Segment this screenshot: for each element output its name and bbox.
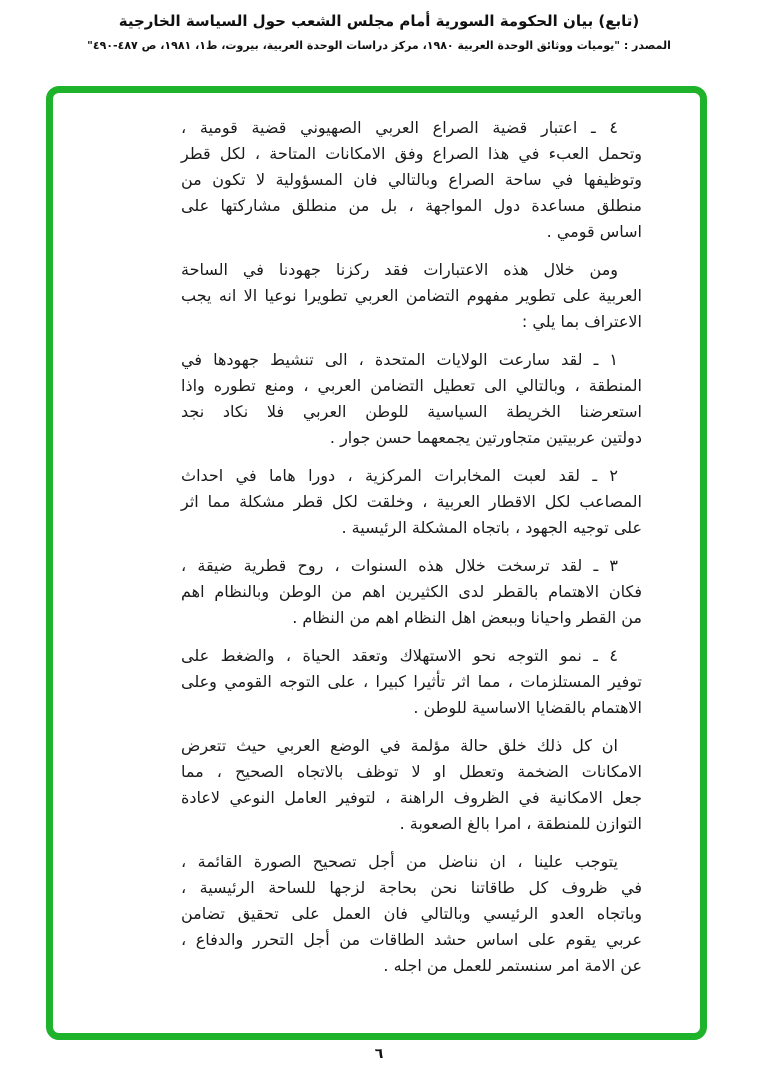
page-number: ٦ xyxy=(374,1046,384,1062)
body-line: المصاعب لكل الاقطار العربية ، وخلقت لكل قطر مشكلة مما اثر xyxy=(181,492,642,511)
body-line: دولتين عربيتين متجاورتين يجمعهما حسن جوار . xyxy=(329,428,642,447)
body-line: جعل الامكانية في الظروف الراهنة ، لتوفير العامل النوعي لاعادة xyxy=(181,788,642,807)
green-frame xyxy=(46,86,707,1040)
paragraph xyxy=(181,553,642,631)
body-line: الامكانات الضخمة وتعطل او لا توظف بالاتجاه الصحيح ، مما xyxy=(181,762,642,781)
body-line: الاعتراف بما يلي : xyxy=(521,312,642,331)
body-line: من القطر واحيانا وببعض اهل النظام اهم من النظام . xyxy=(292,608,642,627)
body-line: وتوظيفها في ساحة الصراع وبالتالي فان المسؤولية لا تكون من xyxy=(181,170,642,189)
body-line: وتحمل العبء في هذا الصراع وفق الامكانات المتاحة ، لكل قطر xyxy=(181,144,642,163)
body-line: منطلق مساعدة دول المواجهة ، بل من منطلق مشاركتها على xyxy=(181,196,642,215)
body-line: التوازن للمنطقة ، امرا بالغ الصعوبة . xyxy=(399,814,642,833)
paragraph xyxy=(181,115,642,245)
body-line: استعرضنا الخريطة السياسية للوطن العربي فلا نكاد نجد xyxy=(181,402,642,421)
body-line: يتوجب علينا ، ان نناضل من أجل تصحيح الصورة القائمة ، xyxy=(181,852,618,871)
body-line: ٣ ـ لقد ترسخت خلال هذه السنوات ، روح قطرية ضيقة ، xyxy=(181,556,618,575)
paragraph xyxy=(181,643,642,721)
body-line: ١ ـ لقد سارعت الولايات المتحدة ، الى تنشيط جهودها في xyxy=(181,350,618,369)
body-line: عن الامة امر سنستمر للعمل من اجله . xyxy=(383,956,642,975)
body-line: الاهتمام بالقضايا الاساسية للوطن . xyxy=(413,698,642,717)
document-title: (تابع) بيان الحكومة السورية أمام مجلس الشعب حول السياسة الخارجية xyxy=(118,12,640,30)
body-line: ان كل ذلك خلق حالة مؤلمة في الوضع العربي حيث تتعرض xyxy=(181,736,618,755)
paragraph xyxy=(181,463,642,541)
body-line: المنطقة ، وبالتالي الى تعطيل التضامن العربي ، ومنع تطوره واذا xyxy=(181,376,642,395)
body-line: فكان الاهتمام بالقطر لدى الكثيرين اهم من الوطن وبالنظام اهم xyxy=(181,582,642,601)
body-line: العربية على تطوير مفهوم التضامن العربي تطويرا نوعيا الا انه يجب xyxy=(181,286,642,305)
body-line: ٤ ـ اعتبار قضية الصراع العربي الصهيوني قضية قومية ، xyxy=(181,118,618,137)
source-citation: المصدر : "يوميات ووثائق الوحدة العربية ١٩٨٠، مركز دراسات الوحدة العربية، بيروت، ط١، ١٩٨١، ص ٤٨٧-٤٩٠" xyxy=(87,39,671,52)
paragraph xyxy=(181,733,642,837)
body-line: ومن خلال هذه الاعتبارات فقد ركزنا جهودنا في الساحة xyxy=(181,260,618,279)
body-line: ٢ ـ لقد لعبت المخابرات المركزية ، دورا هاما في احداث xyxy=(181,466,618,485)
document-header xyxy=(0,10,758,52)
paragraph xyxy=(181,849,642,979)
body-line: توفير المستلزمات ، مما اثر تأثيرا كبيرا ، على التوجه القومي وعلى xyxy=(181,672,642,691)
document-body xyxy=(53,93,700,1033)
body-line: على توجيه الجهود ، باتجاه المشكلة الرئيسية . xyxy=(341,518,642,537)
body-line: عربي يقوم على اساس حشد الطاقات من أجل التحرر والدفاع ، xyxy=(181,930,642,949)
paragraph xyxy=(181,257,642,335)
body-line: في ظروف كل طاقاتنا نحن بحاجة لزجها للساحة الرئيسية ، xyxy=(181,878,642,897)
paragraph xyxy=(181,347,642,451)
body-line: وباتجاه العدو الرئيسي وبالتالي فان العمل على تحقيق تضامن xyxy=(181,904,642,923)
body-line: اساس قومي . xyxy=(546,222,642,241)
body-line: ٤ ـ نمو التوجه نحو الاستهلاك وتعقد الحياة ، والضغط على xyxy=(181,646,618,665)
